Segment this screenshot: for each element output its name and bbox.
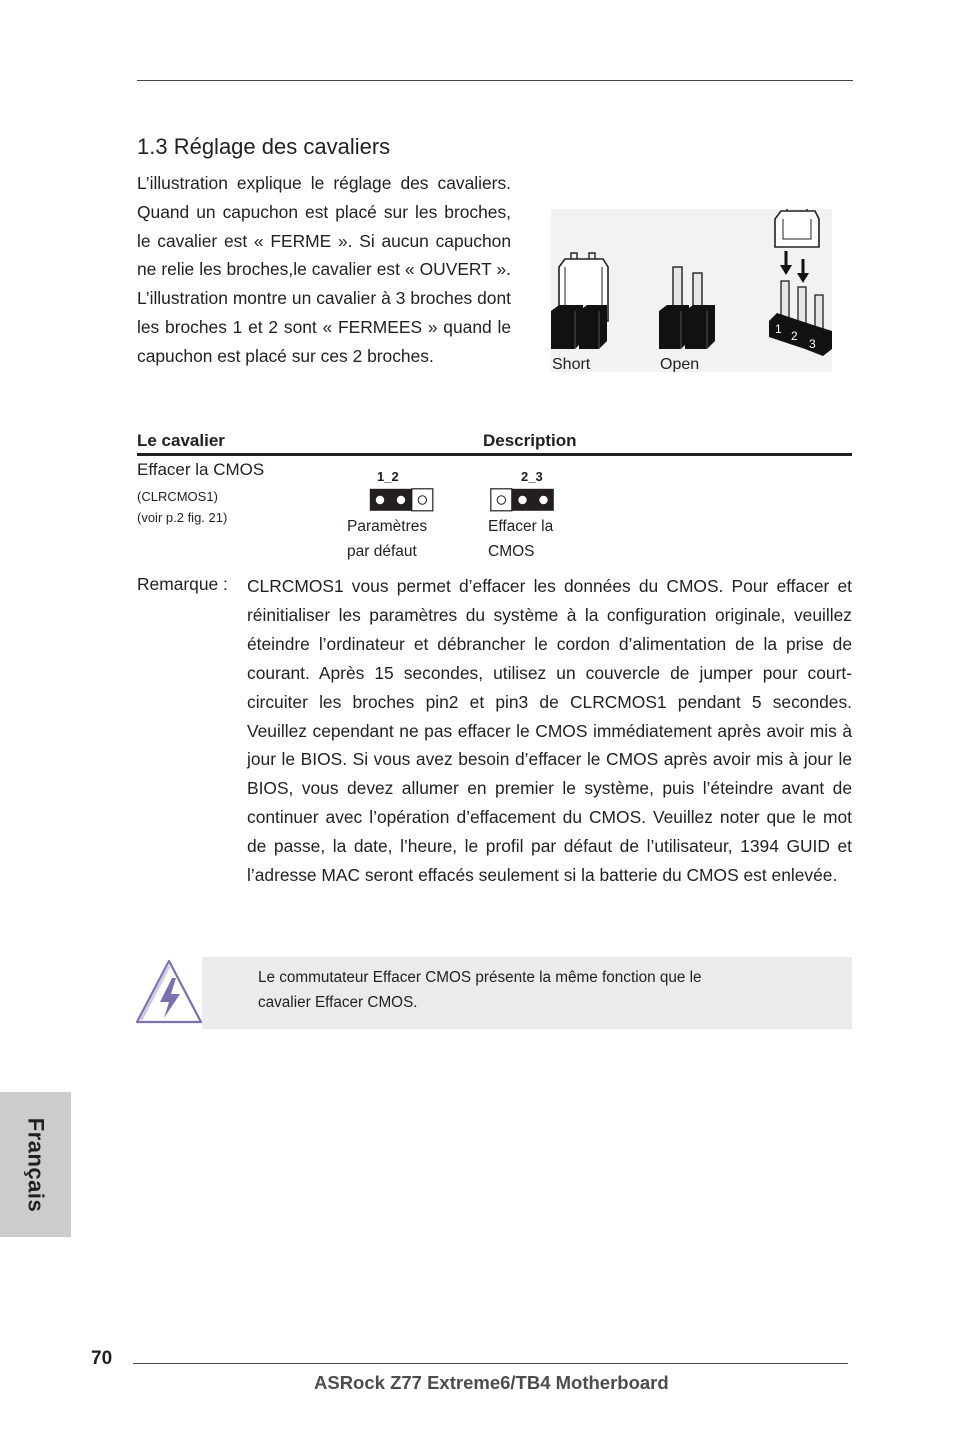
table-header-jumper: Le cavalier bbox=[137, 431, 225, 450]
setting-b-pins-label: 2_3 bbox=[521, 469, 543, 484]
table-header-description: Description bbox=[483, 431, 577, 450]
jumper-name: Effacer la CMOS bbox=[137, 460, 265, 479]
setting-a-pin-diagram bbox=[369, 488, 435, 517]
remark-label: Remarque : bbox=[137, 574, 228, 594]
short-label: Short bbox=[552, 356, 591, 372]
table-header-rule bbox=[137, 453, 852, 456]
setting-a-pins-label: 1_2 bbox=[377, 469, 399, 484]
intro-paragraph: L’illustration explique le réglage des cavaliers. Quand un capuchon est placé sur les broches, le cavalier est « FERME ». Si aucun capuchon ne relie les broches,le cavalier est « OUVERT ». L’illustration montre un cavalier à 3 broches dont les broches 1 et 2 sont « FERMEES » quand le capuchon est placé sur ces 2 broches. bbox=[137, 173, 511, 366]
jumper-code: (CLRCMOS1) bbox=[137, 489, 218, 504]
setting-b-caption-1: Effacer la bbox=[488, 518, 554, 535]
pin-number-3: 3 bbox=[809, 337, 816, 351]
pin-number-1: 1 bbox=[775, 322, 782, 336]
short-jumper bbox=[551, 253, 608, 349]
open-jumper bbox=[659, 267, 715, 349]
jumper-illustration bbox=[551, 209, 832, 372]
jumper-reference: (voir p.2 fig. 21) bbox=[137, 510, 228, 525]
section-title: 1.3 Réglage des cavaliers bbox=[137, 134, 391, 159]
setting-b-pin-diagram bbox=[490, 488, 556, 517]
jumper-drawing bbox=[551, 209, 832, 372]
page-number: 70 bbox=[91, 1348, 113, 1369]
note-text bbox=[258, 965, 818, 1015]
remark-text: CLRCMOS1 vous permet d’effacer les données du CMOS. Pour effacer et réinitialiser les paramètres du système à la configuration originale, veuillez éteindre l’ordinateur et débrancher le cordon d’alimentation de la prise de courant. Après 15 secondes, utilisez un couvercle de jumper pour court-circuiter les broches pin2 et pin3 de CLRCMOS1 pendant 5 secondes. Veuillez cependant ne pas effacer le CMOS immédiatement après avoir mis à jour le BIOS. Si vous avez besoin d’effacer le CMOS après avoir mis à jour le BIOS, vous devez allumer en premier le système, puis l’éteindre avant de continuer avec l’opération d’effacement du CMOS. Veuillez noter que le mot de passe, la date, l’heure, le profil par défaut de l’utilisateur, 1394 GUID et l’adresse MAC seront effacés seulement si la batterie du CMOS est enlevée. bbox=[247, 576, 852, 886]
open-label: Open bbox=[660, 356, 700, 372]
note-line-2: cavalier Effacer CMOS. bbox=[258, 994, 418, 1011]
warning-lightning-icon bbox=[134, 958, 204, 1031]
setting-b-caption-2: CMOS bbox=[488, 543, 535, 560]
top-rule bbox=[137, 80, 853, 81]
pin-number-2: 2 bbox=[791, 329, 798, 343]
footer-title: ASRock Z77 Extreme6/TB4 Motherboard bbox=[314, 1372, 669, 1393]
note-line-1: Le commutateur Effacer CMOS présente la même fonction que le bbox=[258, 969, 702, 986]
footer-rule bbox=[133, 1363, 848, 1364]
language-tab-label: Français bbox=[23, 1117, 49, 1212]
setting-a-caption-1: Paramètres bbox=[347, 518, 428, 535]
setting-a-caption-2: par défaut bbox=[347, 543, 417, 560]
three-pin-jumper bbox=[769, 209, 832, 356]
language-tab bbox=[0, 1092, 71, 1237]
